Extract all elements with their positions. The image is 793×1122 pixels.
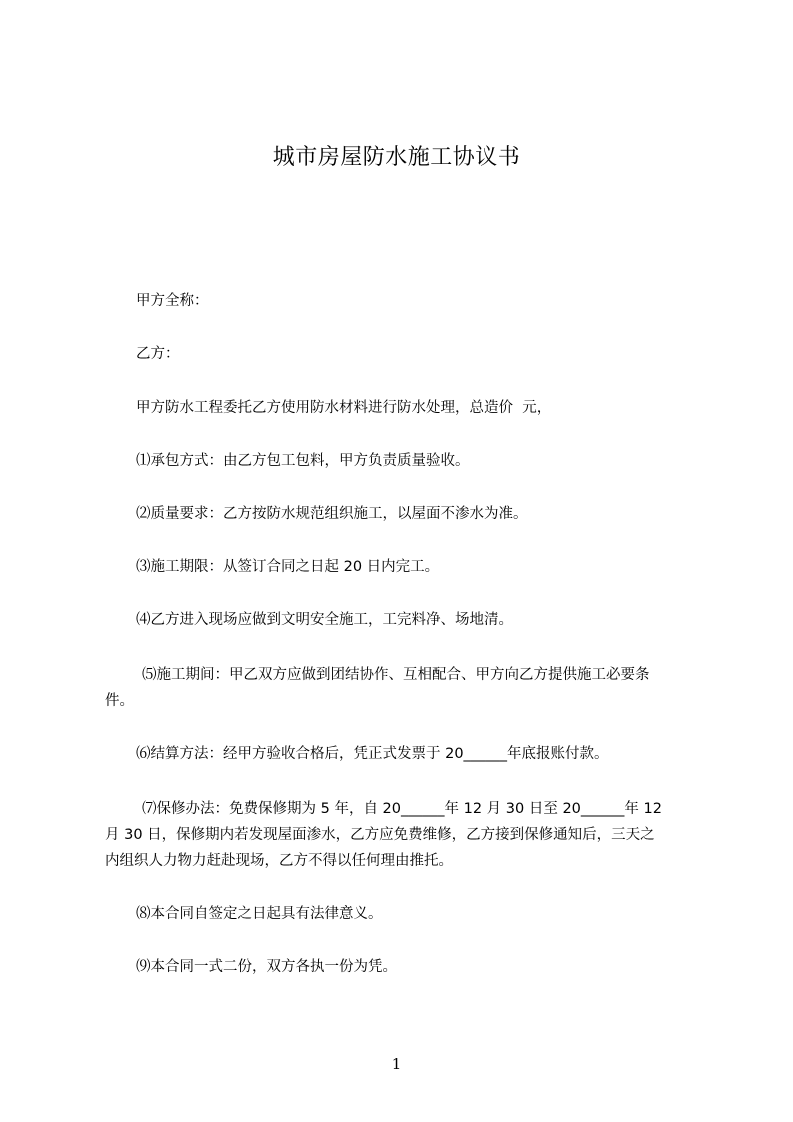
clause-9: ⑼本合同一式二份，双方各执一份为凭。 xyxy=(136,959,397,975)
clause-1: ⑴承包方式：由乙方包工包料，甲方负责质量验收。 xyxy=(136,453,470,469)
party-b-label: 乙方： xyxy=(136,346,180,362)
party-a-label: 甲方全称： xyxy=(136,293,209,309)
clause-5-line-2: 件。 xyxy=(105,693,134,709)
clause-6: ⑹结算方法：经甲方验收合格后，凭正式发票于 20______年底报账付款。 xyxy=(136,746,609,762)
document-title: 城市房屋防水施工协议书 xyxy=(272,145,521,170)
clause-7-line-1: ⑺保修办法：免费保修期为 5 年，自 20______年 12 月 30 日至 20______年 12 xyxy=(142,801,662,817)
clause-4: ⑷乙方进入现场应做到文明安全施工，工完料净、场地清。 xyxy=(136,612,513,628)
clause-7-line-3: 内组织人力物力赶赴现场，乙方不得以任何理由推托。 xyxy=(105,853,453,869)
clause-8: ⑻本合同自签定之日起具有法律意义。 xyxy=(136,906,383,922)
clause-2: ⑵质量要求：乙方按防水规范组织施工，以屋面不渗水为准。 xyxy=(136,506,528,522)
clause-3: ⑶施工期限：从签订合同之日起 20 日内完工。 xyxy=(136,559,440,575)
clause-7-line-2: 月 30 日，保修期内若发现屋面渗水，乙方应免费维修，乙方接到保修通知后，三天之 xyxy=(105,827,655,843)
clause-5-line-1: ⑸施工期间：甲乙双方应做到团结协作、互相配合、甲方向乙方提供施工必要条 xyxy=(142,667,650,683)
page-number: 1 xyxy=(391,1055,402,1073)
intro-paragraph: 甲方防水工程委托乙方使用防水材料进行防水处理，总造价 元， xyxy=(136,400,552,416)
